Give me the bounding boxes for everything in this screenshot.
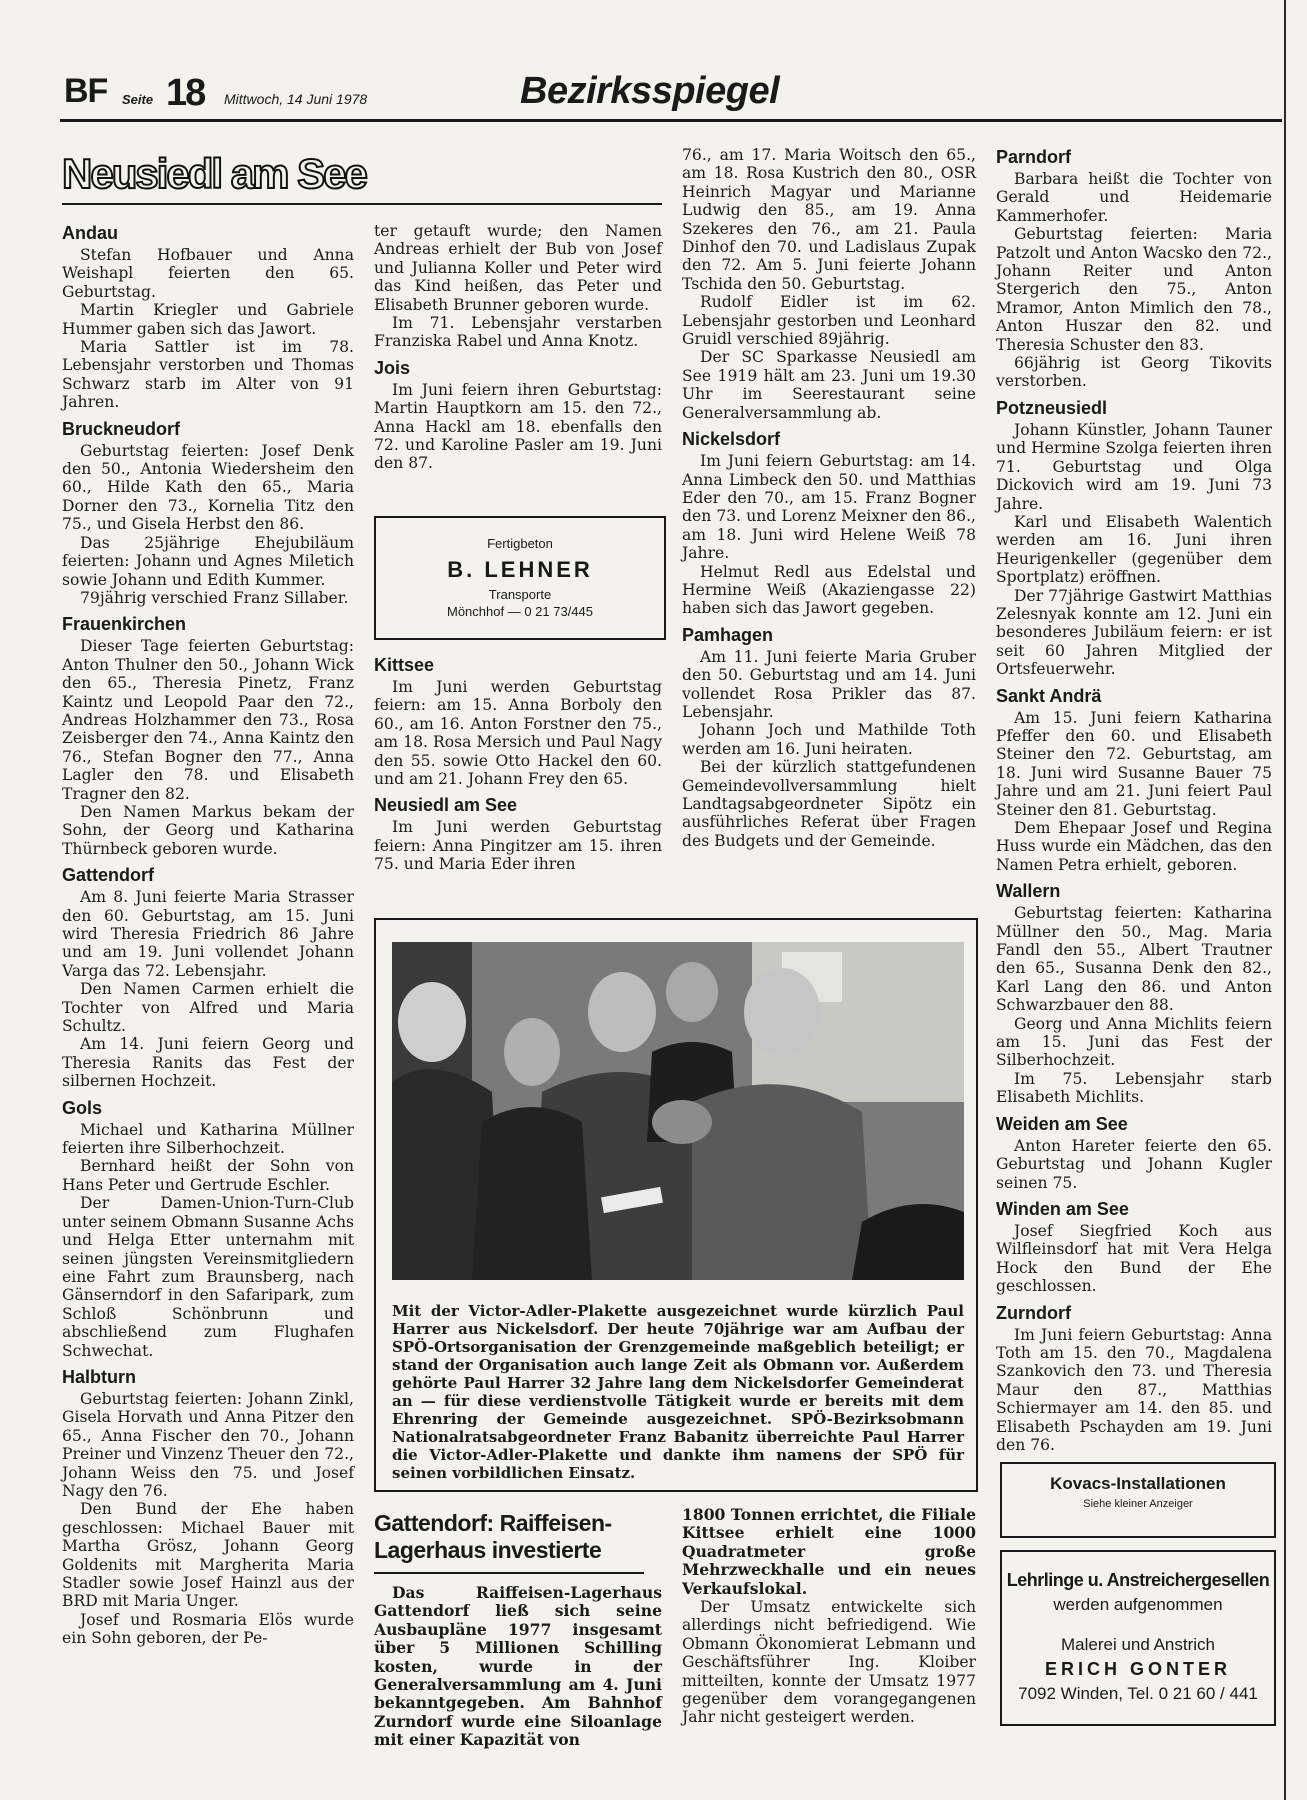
news-paragraph: Josef und Rosmaria Elös wurde ein Sohn geboren, der Pe- xyxy=(62,1610,354,1648)
news-paragraph: Karl und Elisabeth Walentich werden am 16. Juni ihren Heurigenkeller (gegenüber dem Sportplatz) eröffnen. xyxy=(996,512,1272,587)
news-paragraph: Das 25jährige Ehejubiläum feierten: Johann und Agnes Miletich sowie Johann und Edith Kummer. xyxy=(62,533,354,589)
ad-gonter-name: ERICH GONTER xyxy=(1044,1659,1231,1679)
place-heading: Gols xyxy=(62,1097,103,1118)
article-lead: Das Raiffeisen-Lagerhaus Gattendorf ließ sich seine Ausbaupläne 1977 insgesamt über 5 Millionen Schilling kosten, wurde in der Generalversammlung am 4. Juni bekanntgegeben. Am Bahnhof Zurndorf wurde eine Siloanlage mit einer Kapazität von xyxy=(374,1583,662,1750)
place-heading: Bruckneudorf xyxy=(62,418,181,439)
news-paragraph: Am 15. Juni feiern Katharina Pfeffer den 60. und Elisabeth Steiner den 72. Geburtstag, am 18. Juni wird Susanne Bauer 75 Jahre und am 21. Juni feiert Paul Steiner den 81. Geburtstag. xyxy=(996,708,1272,819)
ad-kovacs-title: Kovacs-Installationen xyxy=(1050,1474,1226,1493)
news-paragraph: Josef Siegfried Koch aus Wilfleinsdorf hat mit Vera Helga Hock den Bund der Ehe geschlossen. xyxy=(996,1221,1272,1296)
place-heading: Potzneusiedl xyxy=(996,397,1108,418)
place-heading: Winden am See xyxy=(996,1198,1129,1219)
news-paragraph: 79jährig verschied Franz Sillaber. xyxy=(80,588,349,607)
news-paragraph: Dieser Tage feierten Geburtstag: Anton Thulner den 50., Johann Wick den 65., Theresia Pinetz, Franz Kaintz und Leopold Paar den 72., Andreas Holzhammer den 73., Rosa Zeisberger den 74., Anna Kaintz den 76., Stefan Bogner den 77., Anna Lagler den 78. und Elisabeth Tragner den 82. xyxy=(62,637,354,803)
news-paragraph: Im Juni werden Geburtstag feiern: am 15. Anna Borboly den 60., am 16. Anton Forstner den 75., am 18. Rosa Mersich und Paul Nagy den 55. sowie Otto Hackel den 60. und am 21. Johann Frey den 65. xyxy=(374,678,662,789)
article-column-2 xyxy=(682,1506,976,1727)
news-paragraph: Am 11. Juni feierte Maria Gruber den 50. Geburtstag und am 14. Juni vollendet Rosa Prikler das 87. Lebensjahr. xyxy=(682,647,976,721)
news-paragraph: Im 71. Lebensjahr verstarben Franziska Rabel und Anna Knotz. xyxy=(374,314,662,351)
place-heading: Sankt Andrä xyxy=(996,685,1102,706)
place-heading: Gattendorf xyxy=(62,865,154,886)
news-paragraph: Johann Künstler, Johann Tauner und Hermine Szolga feierten ihren 71. Geburtstag und Olga Dickovich wird am 19. Juni 73 Jahre. xyxy=(996,420,1272,513)
award-photo xyxy=(392,942,964,1280)
news-paragraph: Maria Sattler ist im 78. Lebensjahr verstorben und Thomas Schwarz starb im Alter von 91 Jahren. xyxy=(62,338,354,412)
news-paragraph: Am 8. Juni feierte Maria Strasser den 60. Geburtstag, am 15. Juni wird Theresia Friedrich 86 Jahre und am 19. Juni vollendet Johann Varga das 72. Lebensjahr. xyxy=(62,888,354,980)
place-heading: Kittsee xyxy=(374,655,435,675)
place-heading: Neusiedl am See xyxy=(374,795,518,816)
news-paragraph: Michael und Katharina Müllner feierten ihre Silberhochzeit. xyxy=(62,1120,354,1158)
region-banner: Neusiedl am See xyxy=(62,150,366,197)
article-column-1 xyxy=(374,1584,662,1750)
ad-lehner-name: B. LEHNER xyxy=(447,557,593,582)
ad-gonter-address: 7092 Winden, Tel. 0 21 60 / 441 xyxy=(1018,1684,1258,1703)
news-paragraph: Geburtstag feierten: Johann Zinkl, Gisela Horvath und Anna Pitzer den 65., Anna Fischer den 70., Johann Preiner und Vinzenz Theuer den 72., Johann Weiss den 75. und Josef Nagy den 76. xyxy=(62,1389,354,1500)
article-headline: Gattendorf: Raiffeisen-Lagerhaus investierte xyxy=(374,1510,612,1563)
news-paragraph: Bei der kürzlich stattgefundenen Gemeindevollversammlung hielt Landtagsabgeordneter Sipötz ein ausführliches Referat über Fragen des Budgets und der Gemeinde. xyxy=(682,758,976,850)
news-paragraph: Am 14. Juni feiern Georg und Theresia Ranits das Fest der silbernen Hochzeit. xyxy=(62,1035,354,1091)
place-heading: Nickelsdorf xyxy=(682,429,781,450)
place-heading: Weiden am See xyxy=(996,1113,1128,1134)
column-3 xyxy=(682,146,976,850)
news-paragraph: 76., am 17. Maria Woitsch den 65., am 18. Rosa Kustrich den 80., OSR Heinrich Magyar und Marianne Ludwig den 85., am 19. Anna Szekeres den 76., am 21. Paula Dinhof den 70. und Ladislaus Zupak den 72. Am 5. Juni feierte Johann Tschida den 50. Geburtstag. xyxy=(682,146,976,293)
place-heading: Andau xyxy=(62,223,118,243)
news-paragraph: Johann Joch und Mathilde Toth werden am 16. Juni heiraten. xyxy=(682,721,976,758)
news-paragraph: Der 77jährige Gastwirt Matthias Zelesnyak konnte am 12. Juni ein besonderes Jubiläum feiern: er ist seit 60 Jahren Mitglied der Ortsfeuerwehr. xyxy=(996,586,1272,679)
news-paragraph: Den Namen Carmen erhielt die Tochter von Alfred und Maria Schultz. xyxy=(62,980,354,1036)
ad-gonter xyxy=(1000,1550,1276,1726)
place-heading: Wallern xyxy=(996,881,1061,902)
news-paragraph: Der Damen-Union-Turn-Club unter seinem Obmann Susanne Achs und Helga Etter unternahm mit seinen jüngsten Vereinsmitgliedern eine Fahrt zum Braunsberg, nach Gänserndorf in den Safaripark, zum Schloß Schönbrunn und abschließend zum Flughafen Schwechat. xyxy=(62,1194,354,1360)
photo-illustration xyxy=(392,942,964,1280)
news-paragraph: ter getauft wurde; den Namen Andreas erhielt der Bub von Josef und Julianna Koller und Peter wird das Kind heißen, das Peter und Elisabeth Brunner geboren wurde. xyxy=(374,222,662,314)
header-rule xyxy=(60,119,1282,122)
ad-gonter-trade: Malerei und Anstrich xyxy=(1060,1635,1216,1654)
column-2 xyxy=(374,222,662,473)
ad-lehner xyxy=(374,516,666,640)
news-paragraph: Geburtstag feierten: Maria Patzolt und Anton Wacsko den 72., Johann Reiter und Anton Stergerich den 75., Anton Mramor, Anton Mimlich den 78., Anton Huszar den 82. und Theresia Schuster den 83. xyxy=(996,225,1272,354)
news-paragraph: Geburtstag feierten: Josef Denk den 50., Antonia Wiedersheim den 60., Hilde Kath den 65., Maria Dorner den 73., Kornelia Titz den 75., und Gisela Herbst den 86. xyxy=(62,441,354,534)
ad-kovacs xyxy=(1000,1462,1276,1538)
news-paragraph: Dem Ehepaar Josef und Regina Huss wurde ein Mädchen, das den Namen Petra erhielt, geboren. xyxy=(996,819,1272,874)
news-paragraph: Den Namen Markus bekam der Sohn, der Georg und Katharina Thürnbeck geboren wurde. xyxy=(62,802,354,858)
place-heading: Halbturn xyxy=(62,1366,136,1387)
news-paragraph: Georg und Anna Michlits feiern am 15. Juni das Fest der Silberhochzeit. xyxy=(996,1014,1272,1070)
news-paragraph: Martin Kriegler und Gabriele Hummer gaben sich das Jawort. xyxy=(62,301,354,338)
issue-date: Mittwoch, 14 Juni 1978 xyxy=(224,91,368,107)
news-paragraph: Helmut Redl aus Edelstal und Hermine Weiß (Akaziengasse 22) haben sich das Jawort gegeben. xyxy=(682,562,976,618)
place-heading: Frauenkirchen xyxy=(62,614,187,635)
news-paragraph: Der SC Sparkasse Neusiedl am See 1919 hält am 23. Juni um 19.30 Uhr im Seerestaurant seine Generalversammlung ab. xyxy=(682,348,976,422)
news-paragraph: Stefan Hofbauer und Anna Weishapl feierten den 65. Geburtstag. xyxy=(62,246,354,301)
masthead-logo: BF xyxy=(64,72,108,110)
news-paragraph: 66jährig ist Georg Tikovits verstorben. xyxy=(996,354,1272,391)
place-heading: Zurndorf xyxy=(996,1302,1071,1323)
ad-gonter-subline: werden aufgenommen xyxy=(1053,1595,1223,1614)
ad-kovacs-note: Siehe kleiner Anzeiger xyxy=(1083,1498,1193,1510)
page-number: 18 xyxy=(166,72,205,114)
news-paragraph: Im Juni werden Geburtstag feiern: Anna Pingitzer am 15. ihren 75. und Maria Eder ihren xyxy=(374,818,662,874)
place-heading: Parndorf xyxy=(996,147,1072,167)
photo-caption: Mit der Victor-Adler-Plakette ausgezeichnet wurde kürzlich Paul Harrer aus Nickelsdorf. Der heute 70jährige war am Aufbau der SPÖ-Ortsorganisation der Grenzgemeinde maßgeblich beteiligt; er stand der Organisation auch lange Zeit als Obmann vor. Außerdem gehörte Paul Harrer 32 Jahre lang dem Nickelsdorfer Gemeinderat an — für diese verdienstvolle Tätigkeit wurde er bereits mit dem Ehrenring der Gemeinde ausgezeichnet. SPÖ-Bezirksobmann Nationalratsabgeordneter Franz Babanitz überreichte Paul Harrer die Victor-Adler-Plakette und dankte ihm namens der SPÖ für seinen vorbildlichen Einsatz. xyxy=(392,1302,964,1482)
column-2-lower xyxy=(374,654,662,874)
news-paragraph: Rudolf Eidler ist im 62. Lebensjahr gestorben und Leonhard Gruidl verschied 89jährig. xyxy=(682,293,976,349)
headline-rule xyxy=(374,1572,644,1574)
news-paragraph: Im 75. Lebensjahr starb Elisabeth Michlits. xyxy=(996,1069,1272,1107)
news-paragraph: Bernhard heißt der Sohn von Hans Peter und Gertrude Eschler. xyxy=(62,1157,354,1194)
section-title: Bezirksspiegel xyxy=(520,70,780,112)
page-edge-rule xyxy=(1284,0,1286,1800)
news-paragraph: Im Juni feiern Geburtstag: am 14. Anna Limbeck den 50. und Matthias Eder den 70., am 15. Franz Bogner den 73. und Lorenz Meixner den 86., am 18. Juni wird Helene Weiß 78 Jahre. xyxy=(682,452,976,563)
ad-lehner-line3: Transporte xyxy=(488,587,552,602)
ad-gonter-headline: Lehrlinge u. Anstreichergesellen xyxy=(1006,1570,1270,1590)
news-paragraph: Barbara heißt die Tochter von Gerald und Heidemarie Kammerhofer. xyxy=(996,170,1272,225)
place-heading: Pamhagen xyxy=(682,624,774,645)
page-label: Seite xyxy=(122,92,154,107)
ad-lehner-line1: Fertigbeton xyxy=(487,536,553,551)
news-paragraph: Anton Hareter feierte den 65. Geburtstag und Johann Kugler seinen 75. xyxy=(996,1136,1272,1192)
column-1 xyxy=(62,222,354,1648)
column-4 xyxy=(996,146,1272,1454)
news-paragraph: Im Juni feiern ihren Geburtstag: Martin Hauptkorn am 15. den 72., Anna Hackl am 18. ebenfalls den 72. und Karoline Pasler am 19. Juni den 87. xyxy=(374,380,662,473)
ad-lehner-phone: Mönchhof — 0 21 73/445 xyxy=(447,604,593,619)
banner-rule xyxy=(62,203,662,205)
article-lead-continued: 1800 Tonnen errichtet, die Filiale Kittsee erhielt eine 1000 Quadratmeter große Mehrzweckhalle und ein neues Verkaufslokal. xyxy=(682,1505,976,1598)
news-paragraph: Geburtstag feierten: Katharina Müllner den 50., Mag. Maria Fandl den 55., Albert Trautner den 65., Susanna Denk den 82., Karl Lang den 86. und Anton Schwarzbauer den 88. xyxy=(996,904,1272,1015)
article-body: Der Umsatz entwickelte sich allerdings nicht befriedigend. Wie Obmann Ökonomierat Lebmann und Geschäftsführer Ing. Kloiber mitteilten, konnte der Umsatz 1977 gegenüber dem vorangegangenen Jahr nicht gesteigert werden. xyxy=(682,1598,976,1727)
news-paragraph: Den Bund der Ehe haben geschlossen: Michael Bauer mit Martha Grösz, Johann Georg Goldenits mit Margherita Maria Stadler sowie Josef Hainzl aus der BRD mit Maria Unger. xyxy=(62,1500,354,1611)
place-heading: Jois xyxy=(374,357,411,378)
news-paragraph: Im Juni feiern Geburtstag: Anna Toth am 15. den 70., Magdalena Szankovich den 73. und Theresia Maur den 87., Matthias Schiermayer am 14. den 85. und Elisabeth Pschayden am 19. Juni den 76. xyxy=(996,1325,1272,1454)
